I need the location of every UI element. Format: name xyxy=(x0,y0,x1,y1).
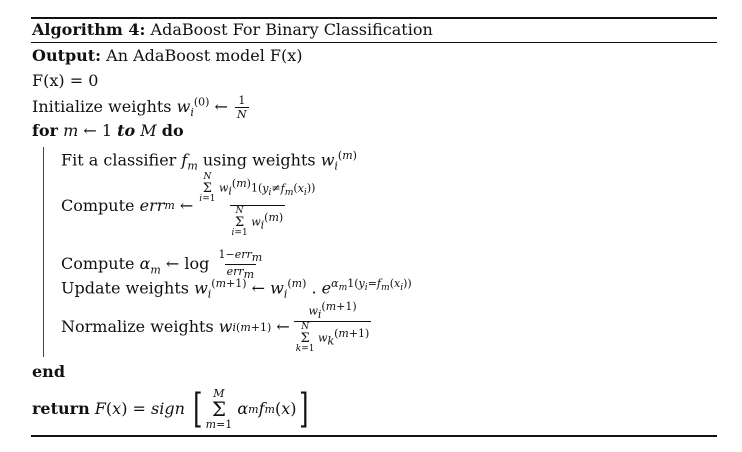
update-weights-text: Update weights xyxy=(61,278,189,298)
init-f-text: F(x) = 0 xyxy=(32,71,99,90)
algorithm-title: AdaBoost For Binary Classification xyxy=(150,20,433,39)
for-line: for m ← 1 to M do xyxy=(32,121,184,140)
algorithm-caption xyxy=(32,22,433,38)
end-keyword: end xyxy=(32,362,65,381)
fit-line: Fit a classifier $f_m$ using weights $w_i^{(m)}$ xyxy=(61,149,357,173)
compute-alpha-line: Compute $\alpha_m$ ← log $\frac{1-err_m}{err_m}$ xyxy=(61,248,263,282)
alpha-fraction: $\frac{1-err_m}{err_m}$ xyxy=(218,248,263,282)
bottom-rule xyxy=(31,435,717,437)
compute-err-line: Compute err m ← N Σ i=1 $w_i^{(m)}1(y_i\ne f_m(x_i))$ N Σ i=1 $w_i^{(m)}$ xyxy=(61,172,316,238)
err-fraction: N Σ i=1 $w_i^{(m)}1(y_i\ne f_m(x_i))$ N Σ i=1 $w_i^{(m)}$ xyxy=(199,172,316,238)
init-f-line xyxy=(32,73,98,89)
init-weights-text: Initialize weights xyxy=(32,97,172,116)
compute-alpha-text: Compute xyxy=(61,254,135,274)
output-keyword: Output: xyxy=(32,46,102,65)
return-line: return F ( x ) = sign [ M Σ m=1 α m f m ( x ) ] xyxy=(32,386,309,432)
compute-err-text: Compute xyxy=(61,195,135,215)
do-keyword: do xyxy=(161,121,184,140)
end-line xyxy=(32,364,65,380)
init-weights-formula: $w_i^{(0)}$ ← $\frac{1}{N}$ xyxy=(176,94,247,121)
update-weights-line: Update weights $w_i^{(m+1)}$ ← $w_i^{(m)}$ . $e^{\alpha_m1(y_i=f_m(x_i))}$ xyxy=(61,277,412,301)
loop-body-bar xyxy=(43,147,44,357)
output-line xyxy=(32,48,303,64)
fit-text: Fit a classifier xyxy=(61,150,177,170)
normalize-line: Normalize weights w i (m+1) ← $w_i^{(m+1)}$ N Σ k=1 $w_k^{(m+1)}$ xyxy=(61,300,370,354)
mid-rule xyxy=(31,42,717,43)
normalize-fraction: $w_i^{(m+1)}$ N Σ k=1 $w_k^{(m+1)}$ xyxy=(295,300,370,354)
fit-text-2: using weights xyxy=(202,150,316,170)
init-weights-line xyxy=(32,95,251,120)
top-rule xyxy=(31,17,717,19)
for-keyword: for xyxy=(32,121,58,140)
return-keyword: return xyxy=(32,399,90,418)
output-text: An AdaBoost model F(x) xyxy=(106,46,303,65)
algorithm-label: Algorithm 4: xyxy=(32,20,146,39)
normalize-text: Normalize weights xyxy=(61,317,214,337)
to-keyword: to xyxy=(117,121,136,140)
